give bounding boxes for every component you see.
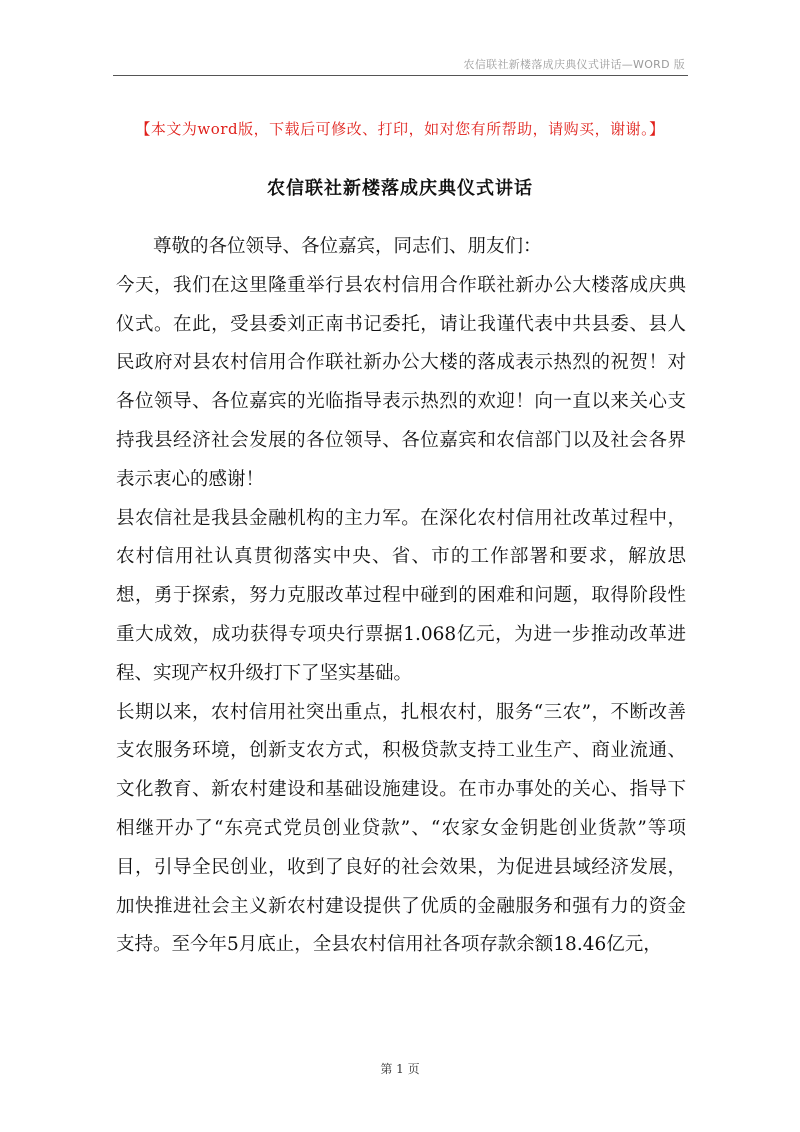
paragraph-3: 长期以来，农村信用社突出重点，扎根农村，服务“三农”，不断改善支农服务环境，创新支农方式，积极贷款支持工业生产、商业流通、文化教育、新农村建设和基础设施建设。在市办事处的关心、指导下相继开办了“东亮式党员创业贷款”、“农家女金钥匙创业货款”等项目，引导全民创业，收到了良好的社会效果，为促进县域经济发展，加快推进社会主义新农村建设提供了优质的金融服务和强有力的资金支持。至今年5月底止，全县农村信用社各项存款余额18.46亿元， [116,701,686,956]
header-divider [113,75,688,76]
greeting-line: 尊敬的各位领导、各位嘉宾，同志们、朋友们： [153,236,542,257]
document-title: 农信联社新楼落成庆典仪式讲话 [267,178,533,199]
download-notice: 【本文为word版，下载后可修改、打印，如对您有所帮助，请购买，谢谢。】 [135,120,665,138]
paragraph-2: 县农信社是我县金融机构的主力军。在深化农村信用社改革过程中，农村信用社认真贯彻落实中央、省、市的工作部署和要求，解放思想，勇于探索，努力克服改革过程中碰到的困难和问题，取得阶段性重大成效，成功获得专项央行票据1.068亿元，为进一步推动改革进程、实现产权升级打下了坚实基础。 [116,507,686,684]
running-header: 农信联社新楼落成庆典仪式讲话—WORD 版 [463,58,685,71]
document-body [116,228,686,965]
paragraph-1: 今天，我们在这里隆重举行县农村信用合作联社新办公大楼落成庆典仪式。在此，受县委刘正南书记委托，请让我谨代表中共县委、县人民政府对县农村信用合作联社新办公大楼的落成表示热烈的祝贺！对各位领导、各位嘉宾的光临指导表示热烈的欢迎！向一直以来关心支持我县经济社会发展的各位领导、各位嘉宾和农信部门以及社会各界表示衷心的感谢！ [116,274,686,490]
page-number: 第 1 页 [380,1062,420,1076]
